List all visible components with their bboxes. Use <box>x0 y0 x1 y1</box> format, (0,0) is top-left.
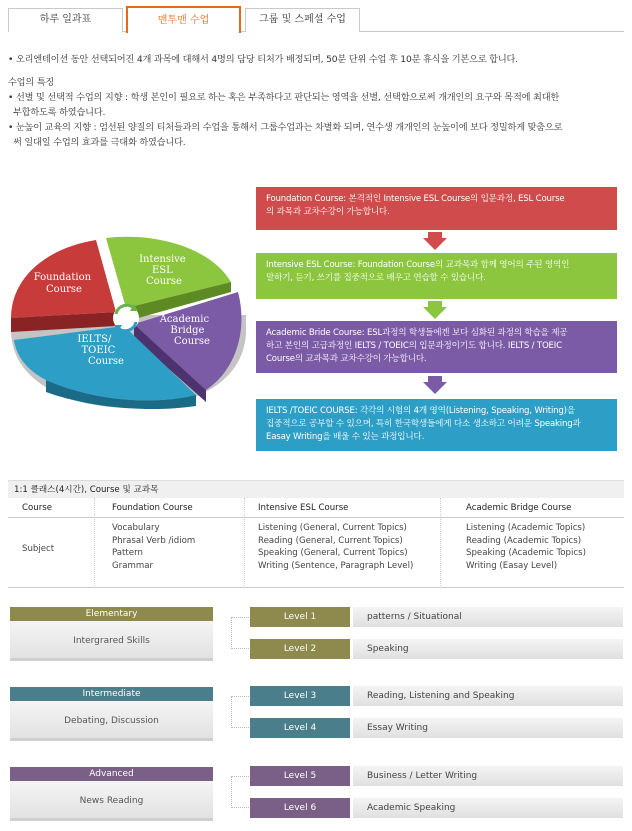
arrow-down-icon <box>423 301 447 319</box>
level-group-elementary: Elementary <box>10 607 213 621</box>
level-badge: Level 2 <box>250 639 350 659</box>
level-desc: Business / Letter Writing <box>353 766 623 786</box>
pie-slice-foundation <box>11 240 116 332</box>
level-badge: Level 5 <box>250 766 350 786</box>
svg-text:Academic Bridge Co: Academic Bridge Course <box>159 314 210 347</box>
intensive-esl-course-description: Intensive ESL Course: Foundation Course의 교과목과 함께 영어의 주된 영역인 말하기, 듣기, 쓰기를 집중적으로 배우고 연습할 수 있습니다. <box>256 253 617 299</box>
course-pie-illustration <box>6 230 251 410</box>
arrow-down-icon <box>423 232 447 250</box>
tab-daily-schedule[interactable]: 하루 일과표 <box>8 8 123 32</box>
intro-line: 부합하도록 하였습니다. <box>13 107 106 118</box>
level-badge: Level 4 <box>250 718 350 738</box>
level-desc: Academic Speaking <box>353 798 623 818</box>
intro-text <box>8 52 628 150</box>
table-row <box>8 518 624 588</box>
level-badge: Level 1 <box>250 607 350 627</box>
level-group-intermediate: Intermediate <box>10 687 213 701</box>
svg-text:Foundation Course: Foundation Course <box>33 272 92 295</box>
table-header-row <box>8 498 624 518</box>
academic-bridge-course-description: Academic Bride Course: ESL과정의 학생들에겐 보다 심화된 과정의 학습을 제공 하고 본인의 고급과정인 IELTS / TOEIC의 입문과정이기도 합니다. IELTS / TOEIC Course의 교과목과 교차수강이 가능합니다. <box>256 321 617 373</box>
level-group-desc: Intergrared Skills <box>10 621 213 661</box>
arrow-down-icon <box>423 376 447 394</box>
svg-text:Intensive ESL Cour: Intensive ESL Course <box>139 254 186 287</box>
level-desc: Essay Writing <box>353 718 623 738</box>
level-badge: Level 3 <box>250 686 350 706</box>
table-header: Academic Bridge Course <box>466 503 572 513</box>
ielts-toeic-course-description: IELTS /TOEIC COURSE: 각각의 시험의 4개 영역(Listening, Speaking, Writing)을 집중적으로 공부할 수 있으며, 특히 한국학생들에게 다소 생소하고 어려운 Speaking과 Easay Writing을 배울 수 있는 과정입니다. <box>256 399 617 451</box>
level-desc: Reading, Listening and Speaking <box>353 686 623 706</box>
table-header: Intensive ESL Course <box>258 503 349 513</box>
tab-man-to-man-class[interactable]: 맨투맨 수업 <box>126 6 241 33</box>
intro-line: • 눈높이 교육의 지향 : 엄선된 양질의 티처들과의 수업을 통해서 그룹수업과는 차별화 되며, 연수생 개개인의 눈높이에 보다 정밀하게 맞춤으로 <box>8 122 563 133</box>
level-group-advanced: Advanced <box>10 767 213 781</box>
academic-subjects: Listening (Academic Topics) Reading (Academic Topics) Speaking (Academic Topics) Writing (Easay Level) <box>466 523 586 571</box>
svg-text:IELTS/ TOEIC Cours: IELTS/ TOEIC Course <box>77 334 124 367</box>
table-header: Course <box>22 503 53 513</box>
level-group-desc: News Reading <box>10 781 213 821</box>
tab-group-special-class[interactable]: 그룹 및 스페셜 수업 <box>245 8 360 32</box>
intensive-subjects: Listening (General, Current Topics) Reading (General, Current Topics) Speaking (General, Current Topics) Writing (Sentence, Paragraph Level) <box>258 523 414 571</box>
table-header: Foundation Course <box>112 503 193 513</box>
row-label: Subject <box>22 544 55 554</box>
level-desc: Speaking <box>353 639 623 659</box>
course-table-title: 1:1 클래스(4시간), Course 및 교과목 <box>8 480 624 498</box>
foundation-subjects: Vocabulary Phrasal Verb /idiom Pattern Grammar <box>112 523 196 571</box>
intro-line: • 오리엔테이션 동안 선택되어진 4개 과목에 대해서 4명의 담당 티처가 배정되며, 50분 단위 수업 후 10분 휴식을 기본으로 합니다. <box>8 54 518 65</box>
level-badge: Level 6 <box>250 798 350 818</box>
intro-line: 써 일대일 수업의 효과를 극대화 하였습니다. <box>13 137 186 148</box>
intro-heading: 수업의 특징 <box>8 77 55 88</box>
course-table <box>8 498 624 588</box>
intro-line: • 선별 및 선택적 수업의 지향 : 학생 본인이 필요로 하는 혹은 부족하다고 판단되는 영역을 선별, 선택함으로써 개개인의 요구와 목적에 최대한 <box>8 92 560 103</box>
level-group-desc: Debating, Discussion <box>10 701 213 741</box>
foundation-course-description: Foundation Course: 본격적인 Intensive ESL Course의 입문과정, ESL Course 의 과목과 교차수강이 가능합니다. <box>256 187 617 230</box>
level-desc: patterns / Situational <box>353 607 623 627</box>
tab-bar <box>8 8 624 32</box>
